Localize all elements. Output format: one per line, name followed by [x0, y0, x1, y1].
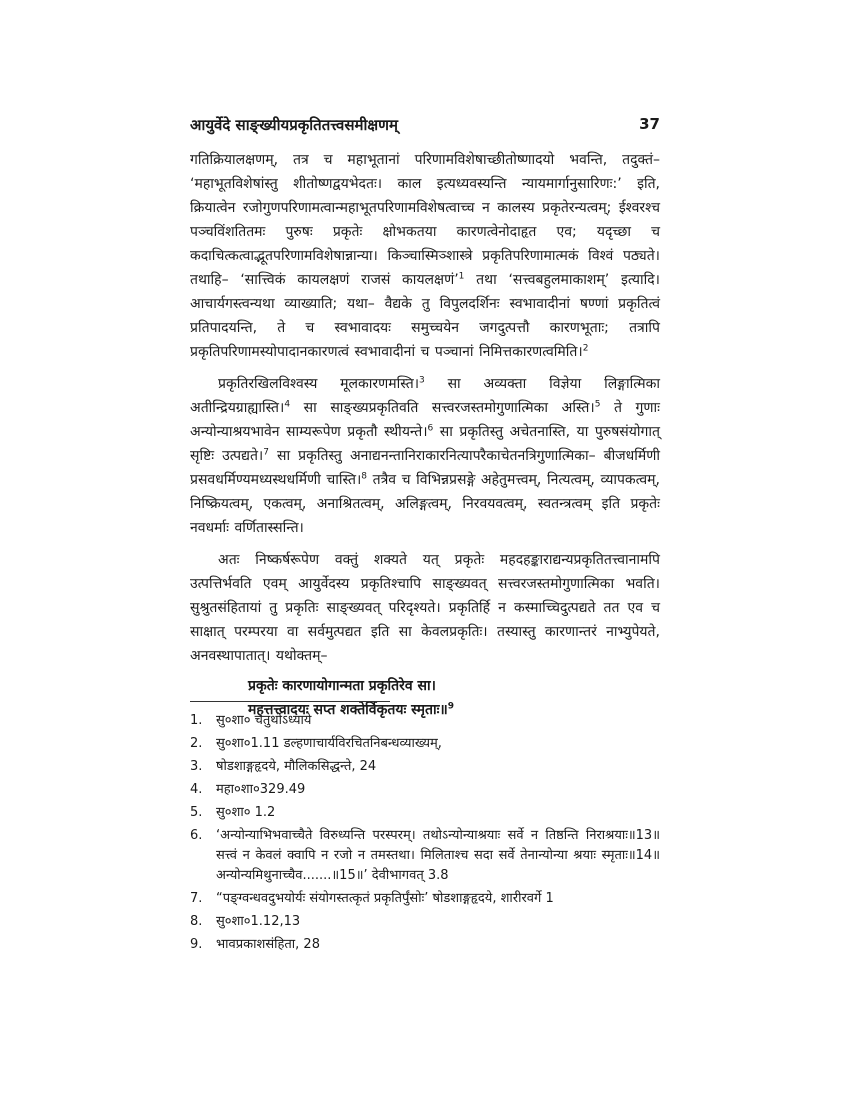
footnote-number: 4.	[190, 782, 203, 797]
footnote-number: 8.	[190, 914, 203, 929]
verse-line-2-text: महत्तत्त्वादयः सप्त शक्तेर्विकृतयः स्मृताः॥	[248, 702, 448, 718]
footnote-ref: 4	[284, 399, 291, 410]
footnote-ref: 3	[419, 375, 425, 386]
paragraph-2	[190, 372, 660, 540]
footnote-item	[190, 912, 660, 932]
text-segment: ते गुणाः अन्योन्याश्रयभावेन साम्यरूपेण प्रकृतौ स्थीयन्ते।	[190, 400, 661, 440]
footnote-ref: 5	[594, 399, 601, 410]
footnotes	[190, 711, 660, 958]
footnote-divider	[190, 701, 390, 702]
footnote-ref: 6	[427, 423, 434, 434]
footnote-text: षोडशाङ्गहृदये, मौलिकसिद्धन्ते, 24	[216, 759, 377, 774]
footnote-ref: 8	[361, 471, 368, 482]
paragraph-3	[190, 548, 660, 668]
footnote-item	[190, 803, 660, 823]
footnote-number: 1.	[190, 713, 203, 728]
page-number: 37	[639, 115, 660, 133]
running-header	[190, 115, 660, 139]
footnote-item	[190, 889, 660, 909]
footnote-text: भावप्रकाशसंहिता, 28	[216, 937, 320, 952]
footnote-text: सु०शा०1.12,13	[216, 914, 301, 929]
text-segment: तथा ‘सत्त्वबहुलमाकाशम्’ इत्यादि। आचार्यगस्त्वन्यथा व्याख्याति; यथा– वैद्यके तु विपुलदर्शिनः स्वभावादीनां षण्णां प्रकृतित्वं प्रतिपादयन्ति, ते च स्वभावादयः समुच्चयेन जगदुत्पत्तौ कारणभूताः; तत्रापि प्रकृतिपरिणामस्योपादानकारणत्वं स्वभावादीनां च पञ्चानां निमित्तकारणत्वमिति।	[190, 272, 660, 360]
footnote-number: 6.	[190, 828, 203, 843]
footnote-item	[190, 826, 660, 886]
footnote-item	[190, 711, 660, 731]
footnote-number: 9.	[190, 937, 203, 952]
footnote-item	[190, 935, 660, 955]
footnote-ref: 9	[447, 701, 455, 712]
footnote-text: सु०शा० चतुर्थोऽध्याये	[216, 713, 312, 728]
footnote-ref: 7	[263, 447, 269, 458]
footnote-ref: 1	[458, 271, 465, 282]
verse-line-1: प्रकृतेः कारणायोगान्मता प्रकृतिरेव सा।	[248, 678, 436, 694]
footnote-number: 3.	[190, 759, 203, 774]
footnote-ref: 2	[582, 343, 589, 354]
main-text	[190, 148, 660, 722]
footnote-number: 2.	[190, 736, 203, 751]
text-segment: सा प्रकृतिस्तु अचेतनास्ति, या पुरुषसंयोगात् सृष्टिः उत्पद्यते।	[190, 424, 660, 464]
footnote-text: सु०शा०1.11 डल्हणाचार्यविरचितनिबन्धव्याख्यम्,	[216, 736, 442, 751]
footnote-text: ‘अन्योन्याभिभवाच्चैते विरुध्यन्ति परस्परम्। तथोऽन्योन्याश्रयाः सर्वे न तिष्ठन्ति निराश्रयाः॥13॥ सत्त्वं न केवलं क्वापि न रजो न तमस्तथा। मिलिताश्च सदा सर्वे तेनान्योन्या श्रयाः स्मृताः॥14॥ अन्योन्यमिथुनाच्चैव.......॥15॥’ देवीभागवत् 3.8	[216, 828, 660, 883]
running-title: आयुर्वेदे साङ्ख्यीयप्रकृतितत्त्वसमीक्षणम्	[190, 116, 398, 134]
text-segment: गतिक्रियालक्षणम्, तत्र च महाभूतानां परिणामविशेषाच्छीतोष्णादयो भवन्ति, तदुक्तं– ‘महाभूतविशेषांस्तु शीतोष्णद्वयभेदतः। काल इत्यध्यवस्यन्ति न्यायमार्गानुसारिणः:’ इति, क्रियात्वेन रजोगुणपरिणामत्वान्महाभूतपरिणामविशेषत्वाच्च न कालस्य प्रकृतेरन्यत्वम्; ईश्वरश्च पञ्चविंशतितमः पुरुषः प्रकृतेः क्षोभकतया कारणत्वेनोदाहृत एव; यदृच्छा च कदाचित्कत्वाद्भूतपरिणामविशेषान्नान्या। किञ्चास्मिञ्शास्त्रे प्रकृतिपरिणामात्मकं विश्वं पठ्यते। तथाहि– ‘सात्त्विकं कायलक्षणं राजसं कायलक्षणं’	[190, 152, 660, 288]
footnote-item	[190, 757, 660, 777]
text-segment: तत्रैव च विभिन्नप्रसङ्गे अहेतुमत्त्वम्, नित्यत्वम्, व्यापकत्वम्, निष्क्रियत्वम्, एकत्वम्, अनाश्रितत्वम्, अलिङ्गत्वम्, निरवयवत्वम्, स्वतन्त्रत्वम् इति प्रकृतेः नवधर्माः वर्णितास्सन्ति।	[190, 472, 661, 536]
text-segment: सा प्रकृतिस्तु अनाद्यनन्तानिराकारनित्यापरैकाचेतनत्रिगुणात्मिका– बीजधर्मिणी प्रसवधर्मिण्यमध्यस्थधर्मिणी चास्ति।	[190, 448, 660, 488]
footnote-text: सु०शा० 1.2	[216, 805, 276, 820]
text-segment: सा अव्यक्ता विज्ञेया लिङ्गात्मिका अतीन्द्रियग्राह्यास्ति।	[190, 376, 660, 416]
footnote-item	[190, 734, 660, 754]
paragraph-1	[190, 148, 660, 364]
footnote-text: “पङ्ग्वन्धवदुभयोर्यः संयोगस्तत्कृतं प्रकृतिर्पुंसोः’ षोडशाङ्गहृदये, शारीरवर्गे 1	[216, 891, 554, 906]
text-segment: प्रकृतिरखिलविश्वस्य मूलकारणमस्ति।	[218, 376, 419, 392]
footnote-number: 7.	[190, 891, 203, 906]
footnote-item	[190, 780, 660, 800]
footnote-number: 5.	[190, 805, 203, 820]
text-segment: अतः निष्कर्षरूपेण वक्तुं शक्यते यत् प्रकृतेः महदहङ्काराद्यन्यप्रकृतितत्त्वानामपि उत्पत्तिर्भवति एवम् आयुर्वेदस्य प्रकृतिश्चापि साङ्ख्यवत् सत्त्वरजस्तमोगुणात्मिका भवति। सुश्रुतसंहितायां तु प्रकृतिः साङ्ख्यवत् परिदृश्यते। प्रकृतिर्हि न कस्माच्चिदुत्पद्यते तत एव च साक्षात् परम्परया वा सर्वमुत्पद्यत इति सा केवलप्रकृतिः। तस्यास्तु कारणान्तरं नाभ्युपेयते, अनवस्थापातात्। यथोक्तम्–	[190, 552, 660, 664]
footnote-text: महा०शा०329.49	[216, 782, 306, 797]
text-segment: सा साङ्ख्यप्रकृतिवति सत्त्वरजस्तमोगुणात्मिका अस्ति।	[290, 400, 595, 416]
